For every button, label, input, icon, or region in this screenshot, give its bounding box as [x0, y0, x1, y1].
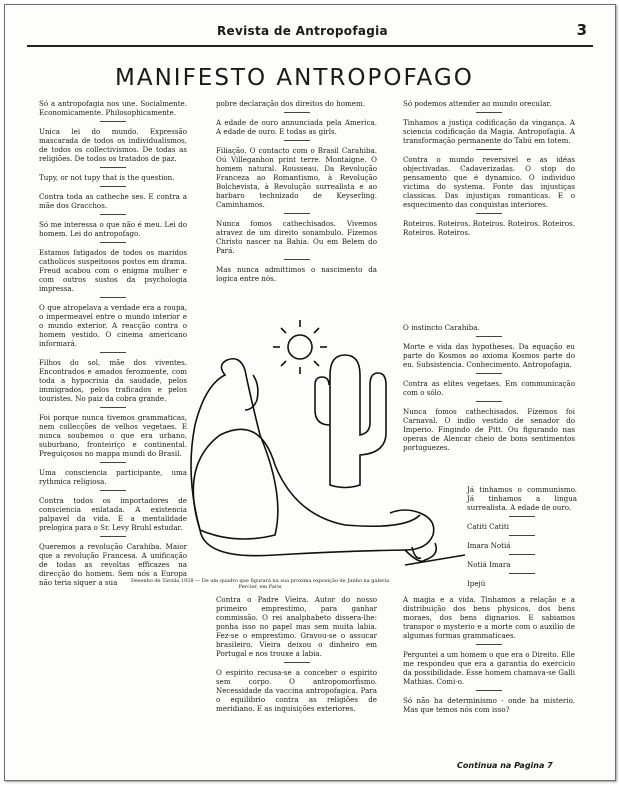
- paragraph: Estamos fatigados de todos os maridos catholicos suspeitosos postos em drama. Freud acabou com o enigma mulher e com outros sustos da psychologia impressa.: [39, 248, 187, 293]
- paragraph: Notiá Imara: [467, 560, 511, 569]
- paragraph-separator: [509, 573, 535, 574]
- figure-knee: [193, 429, 420, 530]
- paragraph-separator: [100, 186, 126, 187]
- figure-head-arm: [191, 359, 278, 539]
- page-number: 3: [576, 21, 587, 39]
- paragraph: pobre declaração dos direitos do homem.: [216, 99, 365, 108]
- paragraph: Catiti Catiti: [467, 522, 510, 531]
- paragraph: Filiação. O contacto com o Brasil Carahiba. Oú Villeganhon print terre. Montaigne. O homem natural. Rousseau. Da Revolução Franceza ao Romantismo, à Revolução Bolchevista, à Revolução surrealista e ao barbaro technizado de Keyserling. Caminhamos.: [216, 146, 377, 209]
- sun-icon: [288, 335, 312, 359]
- paragraph: Contra o mundo reversivel e as idéas objectivadas. Cadaverizadas. O stop do pensamento que é dynamico. O individuo victima do systema. Fonte das injustiças classicas. Das injustiças romanticas. E o esquecimento das conquistas interiores.: [403, 155, 575, 209]
- paragraph: Filhos do sol, mãe dos viventes. Encontrados e amados ferozmente, com toda a hypocrisia da saudade, pelos immigrados, pelos traficados e pelos touristes. No paiz da cobra grande.: [39, 358, 187, 403]
- paragraph: O espirito recusa-se a conceber o espirito sem corpo. O antropomorfismo. Necessidade da vaccina antropofagica. Para o equilibrio contra as religiões de meridiano. E as inquisições exteriores.: [216, 668, 377, 713]
- paragraph: A magia e a vida. Tinhamos a relação e a distribuição dos bens physicos, dos bens moraes, dos bens dignarios. E sabiamos transpor o mysterio e a morte com o auxilio de algumas formas grammaticaes.: [403, 595, 575, 640]
- column-3-poem: [467, 485, 577, 588]
- paragraph: Nunca fomos cathechisados. Vivemos atravez de um direito sonambulo. Fizemos Christo nascer na Bahia. Ou em Belem do Pará.: [216, 219, 377, 255]
- journal-name: Revista de Antropofagia: [217, 24, 388, 38]
- paragraph-separator: [476, 213, 502, 214]
- paragraph: O instincto Carahiba.: [403, 323, 480, 332]
- figure-foot: [405, 543, 436, 561]
- paragraph-separator: [284, 213, 310, 214]
- paragraph-separator: [476, 149, 502, 150]
- paragraph-separator: [476, 401, 502, 402]
- paragraph: Imara Notiá: [467, 541, 511, 550]
- paragraph: Só podemos attender ao mundo orecular.: [403, 99, 552, 108]
- paragraph: Tupy, or not tupy that is the question.: [39, 173, 175, 182]
- paragraph-separator: [100, 214, 126, 215]
- paragraph-separator: [284, 662, 310, 663]
- paragraph-separator: [100, 490, 126, 491]
- cactus: [315, 355, 386, 488]
- paragraph-separator: [509, 516, 535, 517]
- figure-leg: [200, 510, 434, 556]
- paragraph: Contra todos os importadores de consciencia enlatada. A existencia palpavel da vida. E a mentalidade prelogica para o Sr. Levy Bruhl estudar.: [39, 496, 187, 532]
- paragraph: Tinhamos a justiça codificação da vingança. A sciencia codificação da Magia. Antropofagia. A transformação permanente do Tabú em totem.: [403, 118, 575, 145]
- paragraph: Ipejú: [467, 579, 486, 588]
- paragraph-separator: [100, 167, 126, 168]
- paragraph: Só a antropofagia nos une. Socialmente. Economicamente. Philosophicamente.: [39, 99, 187, 117]
- article-title: MANIFESTO ANTROPOFAGO: [115, 65, 474, 91]
- paragraph: Nunca fomos cathechisados. Fizemos foi Carnaval. O indio vestido de senador do Imperio. Fingindo de Pitt. Ou figurando nas operas de Alencar cheio de bons sentimentos portuguezes.: [403, 407, 575, 452]
- paragraph-separator: [284, 140, 310, 141]
- paragraph: Já tinhamos o communismo. Já tinhamos a lingua surrealista. A edade de ouro.: [467, 485, 577, 512]
- column-3-bottom: [403, 595, 575, 761]
- paragraph-separator: [100, 536, 126, 537]
- paragraph: Contra as elites vegetaes. Em communicação com o sólo.: [403, 379, 575, 397]
- paragraph-separator: [476, 336, 502, 337]
- paragraph: Perguntei a um homem o que era o Direito. Elle me respondeu que era a garantia do exercicio da possibilidade. Esse homem chamava-se Galli Mathias. Comi-o.: [403, 650, 575, 686]
- paragraph-separator: [509, 535, 535, 536]
- paragraph-separator: [476, 112, 502, 113]
- paragraph: O que atropelava a verdade era a roupa, o impermeavel entre o mundo interior e o mundo exterior. A reacção contra o homem vestido. O cinema americano informará.: [39, 303, 187, 348]
- paragraph: A edade de ouro annunciada pela America. A edade de ouro. E todas as girls.: [216, 118, 377, 136]
- ground-line: [405, 555, 465, 565]
- paragraph-separator: [100, 242, 126, 243]
- paragraph: Mas nunca admittimos o nascimento da logica entre nós.: [216, 265, 377, 283]
- paragraph: Só me interessa o que não é meu. Lei do homem. Lei do antropofago.: [39, 220, 187, 238]
- paragraph-separator: [509, 554, 535, 555]
- illustration-caption: Desenho de Tarsila 1928 — De um quadro que figurará na sua proxima exposição de Junho na galeria Percier, em Paris: [130, 578, 390, 590]
- abaporu-illustration: [165, 315, 465, 585]
- column-2-top: [216, 99, 377, 339]
- sun-rays: [273, 320, 327, 374]
- paragraph-separator: [476, 644, 502, 645]
- page-frame: [4, 4, 616, 781]
- page-header: [27, 21, 593, 47]
- paragraph-separator: [284, 259, 310, 260]
- paragraph: Unica lei do mundo. Expressão mascarada de todos os individualismos, de todos os collectivismos. De todas as religiões. De todos os tratados de paz.: [39, 127, 187, 163]
- paragraph-separator: [476, 373, 502, 374]
- paragraph: Contra toda as catheche ses. E contra a mãe dos Gracchos.: [39, 192, 187, 210]
- paragraph-separator: [100, 121, 126, 122]
- paragraph-separator: [100, 297, 126, 298]
- paragraph: Foi porque nunca tivemos grammaticas, nem collecções de velhos vegetaes. E nunca soubemos o que era urbano, suburbano, fronteiriço e continental. Preguiçosos no mappa mundi do Brasil.: [39, 413, 187, 458]
- column-2-bottom: [216, 595, 377, 761]
- paragraph: Contra o Padre Vieira. Autor do nosso primeiro emprestimo, para ganhar commissão. O rei analphabeto dissera-lhe: ponha isso no papel mas sem muita labia. Fez-se o emprestimo. Gravou-se o assucar brasileiro. Vieira deixou o dinheiro em Portugal e nos trouxe a labia.: [216, 595, 377, 658]
- paragraph: Roteiros. Roteiros. Roteiros. Roteiros. Roteiros. Roteiros. Roteiros.: [403, 219, 575, 237]
- paragraph: Uma consciencia participante, uma rythmica religiosa.: [39, 468, 187, 486]
- paragraph: Queremos a revolução Carahiba. Maior que a revolução Francesa. A unificação de todas as revoltas efficazes na direcção do homem. Sem nós a Europa não teria siquer a sua: [39, 542, 187, 587]
- paragraph-separator: [100, 462, 126, 463]
- paragraph: Morte e vida das hypotheses. Da equação eu parte do Kosmos ao axioma Kosmos parte do eu. Subsistencia. Conhecimento. Antropofagia.: [403, 342, 575, 369]
- paragraph-separator: [100, 407, 126, 408]
- paragraph-separator: [476, 690, 502, 691]
- paragraph-separator: [100, 352, 126, 353]
- paragraph: Só não ha determinismo - onde ha misterio. Mas que temos nós com isso?: [403, 696, 575, 714]
- paragraph-separator: [284, 112, 310, 113]
- continued-note: Continua na Pagina 7: [457, 761, 553, 770]
